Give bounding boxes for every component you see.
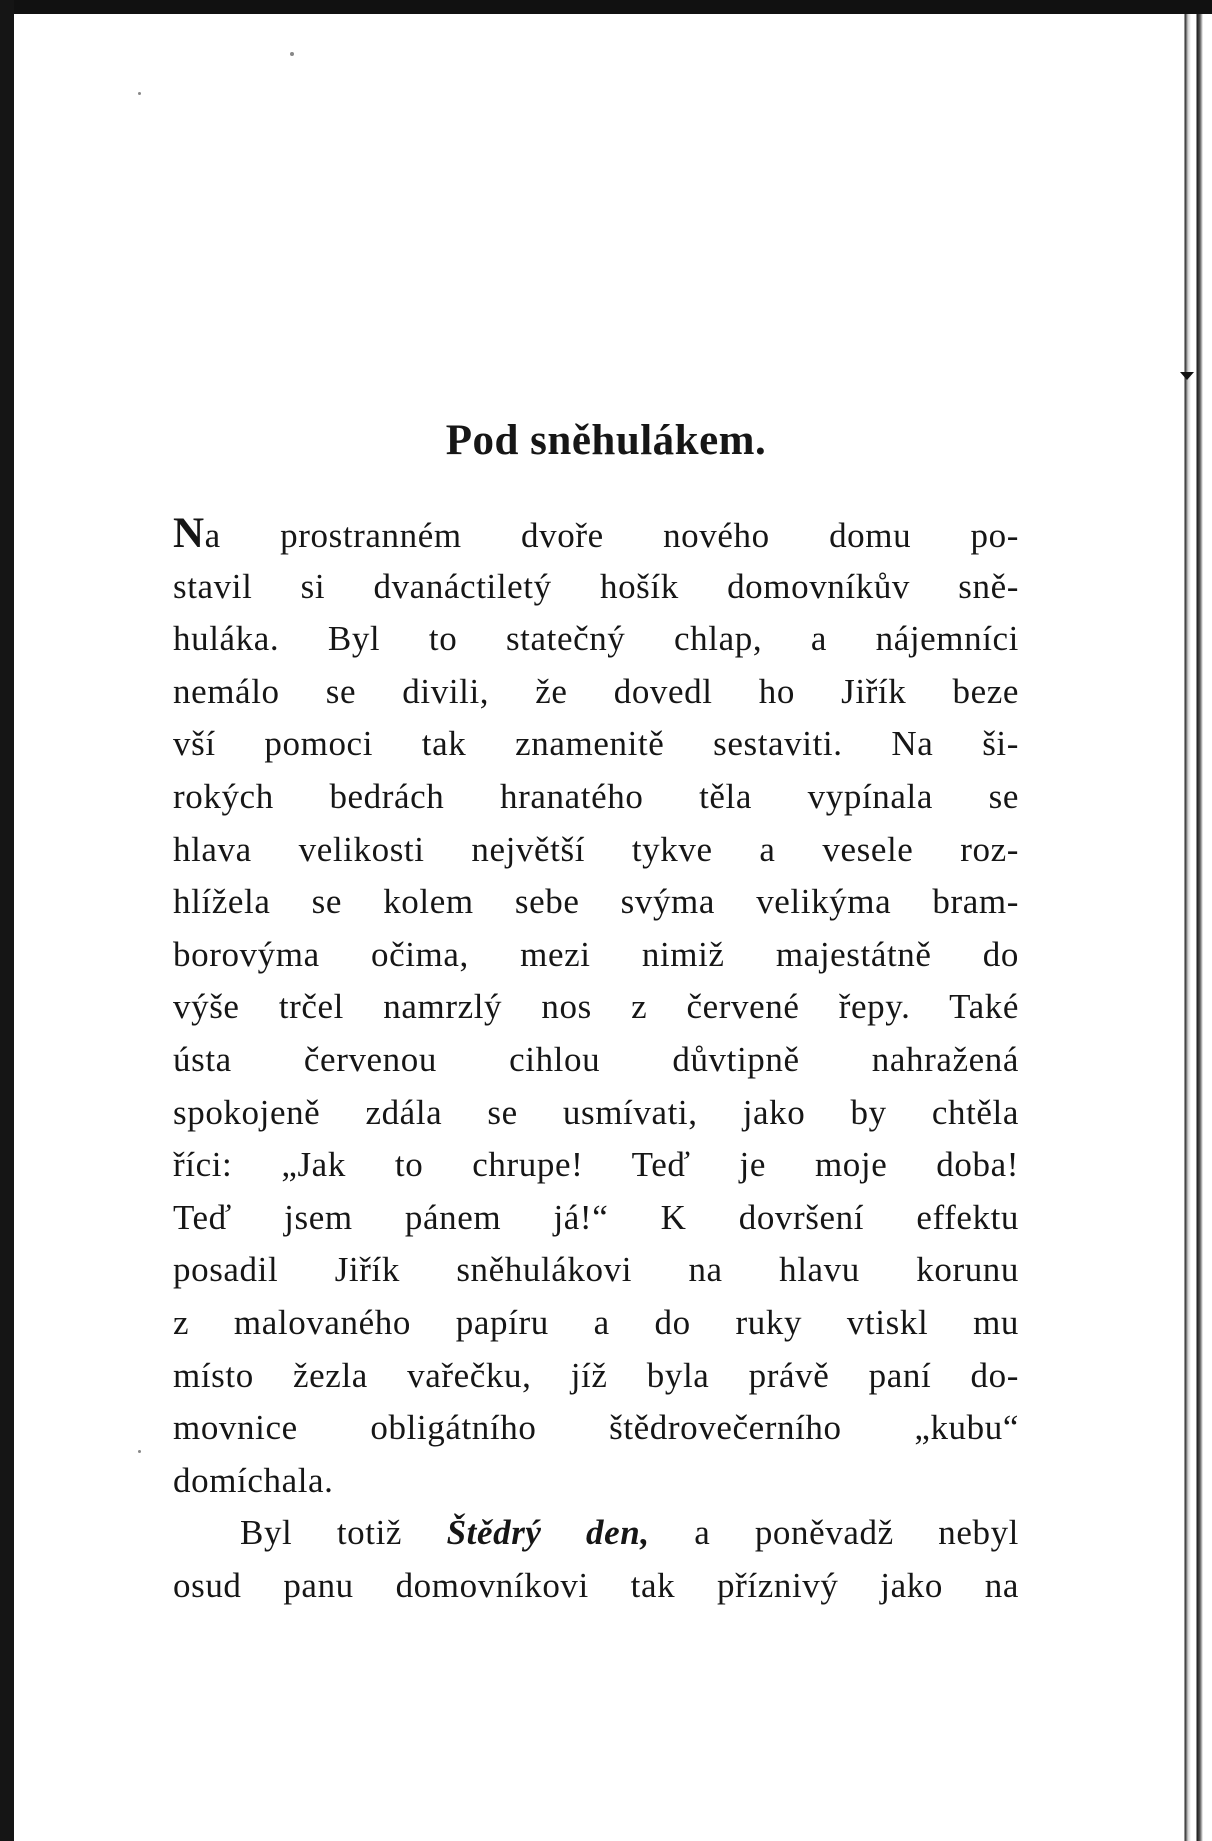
text-fragment: a prostranném dvoře nového domu po-	[204, 516, 1019, 555]
scan-left-border	[0, 0, 14, 1841]
text-line: z malovaného papíru a do ruky vtiskl mu	[173, 1302, 1019, 1342]
text-line: osud panu domovníkovi tak příznivý jako na	[173, 1565, 1019, 1605]
chapter-text	[173, 508, 1019, 1612]
text-line: spokojeně zdála se usmívati, jako by chtěla	[173, 1092, 1019, 1132]
italic-phrase: Štědrý den,	[446, 1513, 650, 1553]
text-line: vší pomoci tak znamenitě sestaviti. Na ši-	[173, 724, 1019, 764]
initial-letter: N	[173, 510, 205, 557]
scan-right-edge	[1176, 14, 1212, 1841]
text-line: místo žezla vařečku, jíž byla právě paní do-	[173, 1355, 1019, 1395]
text-line: stavil si dvanáctiletý hošík domovníkův sně-	[173, 566, 1019, 606]
text-line: hlava velikosti největší tykve a vesele roz-	[173, 829, 1019, 869]
chapter-title: Pod sněhulákem.	[445, 417, 767, 464]
text-line: hlížela se kolem sebe svýma velikýma bram-	[173, 882, 1019, 922]
text-line: huláka. Byl to statečný chlap, a nájemníci	[173, 619, 1019, 659]
text-line	[173, 1507, 1019, 1560]
text-line: domíchala.	[173, 1460, 334, 1500]
text-line: výše trčel namrzlý nos z červené řepy. Také	[173, 987, 1019, 1027]
text-line: Teď jsem pánem já!“ K dovršení effektu	[173, 1197, 1019, 1237]
scan-speck	[138, 92, 141, 95]
text-line: borovýma očima, mezi nimiž majestátně do	[173, 934, 1019, 974]
text-line: ústa červenou cihlou důvtipně nahražená	[173, 1039, 1019, 1079]
text-fragment: Byl totiž	[240, 1513, 403, 1553]
text-line: říci: „Jak to chrupe! Teď je moje doba!	[173, 1145, 1019, 1185]
scan-speck	[290, 52, 294, 56]
text-line: posadil Jiřík sněhulákovi na hlavu korunu	[173, 1250, 1019, 1290]
text-fragment: a poněvadž nebyl	[694, 1513, 1019, 1553]
text-line	[173, 508, 1019, 561]
scan-top-border	[0, 0, 1212, 14]
scan-speck	[138, 1450, 141, 1453]
text-line: movnice obligátního štědrovečerního „kubu“	[173, 1408, 1019, 1448]
text-line: nemálo se divili, že dovedl ho Jiřík beze	[173, 671, 1019, 711]
text-line: rokých bedrách hranatého těla vypínala se	[173, 776, 1019, 816]
